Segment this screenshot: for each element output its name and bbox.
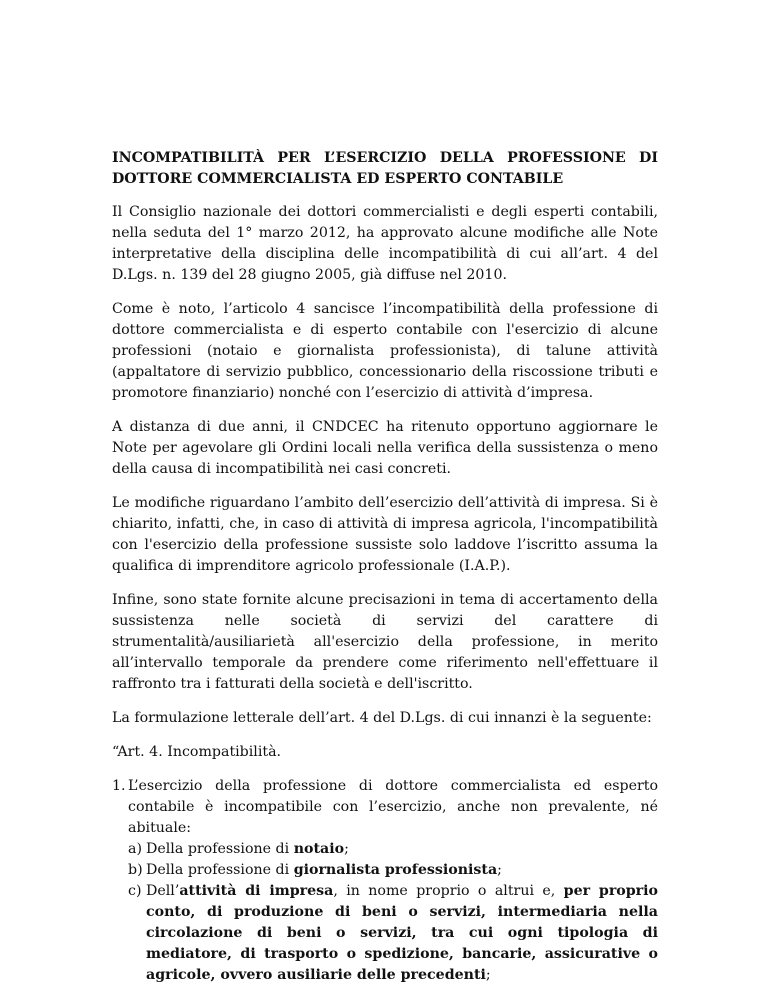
paragraph-2: Come è noto, l’articolo 4 sancisce l’incompatibilità della professione di dottore commercialista e di esperto contabile con l'esercizio di alcune professioni (notaio e giornalista professionista), di talune attività (appaltatore di servizio pubblico, concessionario della riscossione tributi e promotore finanziario) nonché con l’esercizio di attività d’impresa. xyxy=(112,301,658,401)
article-item-1 xyxy=(112,776,658,986)
sub-item-b-post: ; xyxy=(497,862,502,878)
paragraph-3: A distanza di due anni, il CNDCEC ha ritenuto opportuno aggiornare le Note per agevolare gli Ordini locali nella verifica della sussistenza o meno della causa di incompatibilità nei casi concreti. xyxy=(112,419,658,477)
sub-item-c xyxy=(128,881,658,986)
sub-item-c-post: ; xyxy=(485,967,491,983)
item-1-text: L’esercizio della professione di dottore commercialista ed esperto contabile è incompatibile con l’esercizio, anche non prevalente, né abituale: xyxy=(128,778,658,836)
sub-item-c-bold-2: per proprio conto, di produzione di beni o servizi, intermediaria nella circolazione di beni o servizi, tra cui ogni tipologia di mediatore, di trasporto o spedizione, bancarie, assicurative o agricole, ovvero ausiliarie delle precedenti xyxy=(146,883,659,983)
sub-item-c-bold-1: attività di impresa xyxy=(179,883,334,899)
sub-item-b-pre: Della professione di xyxy=(146,862,294,878)
paragraph-1: Il Consiglio nazionale dei dottori commercialisti e degli esperti contabili, nella seduta del 1° marzo 2012, ha approvato alcune modifiche alle Note interpretative della disciplina delle incompatibilità di cui all’art. 4 del D.Lgs. n. 139 del 28 giugno 2005, già diffuse nel 2010. xyxy=(112,204,658,283)
sub-item-letter: b) xyxy=(128,862,143,878)
document-title xyxy=(112,148,658,190)
sub-item-letter: c) xyxy=(128,883,142,899)
item-number: 1. xyxy=(112,778,126,794)
paragraph-5: Infine, sono state fornite alcune precisazioni in tema di accertamento della sussistenza nelle società di servizi del carattere di strumentalità/ausiliarietà all'esercizio della professione, in merito all’intervallo temporale da prendere come riferimento nell'effettuare il raffronto tra i fatturati della società e dell'iscritto. xyxy=(112,592,658,692)
paragraph-4: Le modifiche riguardano l’ambito dell’esercizio dell’attività di impresa. Si è chiarito, infatti, che, in caso di attività di impresa agricola, l'incompatibilità con l'esercizio della professione sussiste solo laddove l’iscritto assuma la qualifica di imprenditore agricolo professionale (I.A.P.). xyxy=(112,495,658,574)
paragraph-6: La formulazione letterale dell’art. 4 del D.Lgs. di cui innanzi è la seguente: xyxy=(112,710,652,726)
sub-item-c-mid: , in nome proprio o altrui e, xyxy=(333,883,564,899)
sub-item-a-pre: Della professione di xyxy=(146,841,294,857)
article-list xyxy=(112,776,658,986)
title-line-1: INCOMPATIBILITÀ PER L’ESERCIZIO DELLA PROFESSIONE DI xyxy=(112,150,658,166)
sub-item-letter: a) xyxy=(128,841,142,857)
title-line-2: DOTTORE COMMERCIALISTA ED ESPERTO CONTABILE xyxy=(112,171,564,187)
sub-item-a-bold: notaio xyxy=(293,841,345,857)
sub-item-a xyxy=(128,839,658,860)
article-heading: “Art. 4. Incompatibilità. xyxy=(112,744,282,760)
sub-item-b xyxy=(128,860,658,881)
sub-item-b-bold: giornalista professionista xyxy=(293,862,498,878)
sub-item-c-pre: Dell’ xyxy=(146,883,180,899)
sub-item-a-post: ; xyxy=(344,841,349,857)
sub-list xyxy=(128,839,658,986)
document-page xyxy=(112,148,658,986)
